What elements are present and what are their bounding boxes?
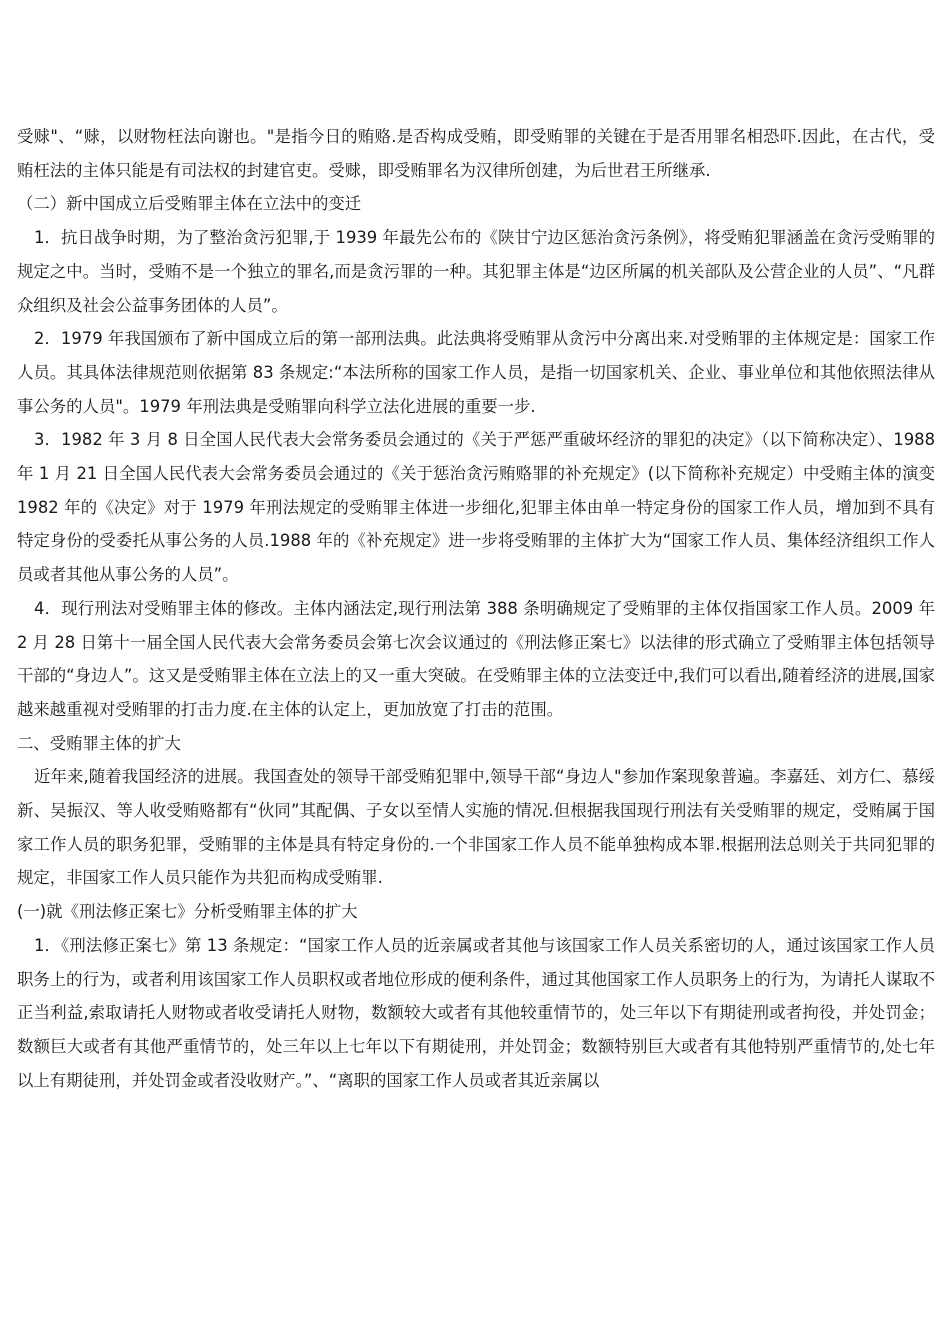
- paragraph-item-4-current-criminal-law: 4．现行刑法对受贿罪主体的修改。主体内涵法定,现行刑法第 388 条明确规定了受贿罪的主体仅指国家工作人员。2009 年 2 月 28 日第十一届全国人民代表大会常务委员会第七次会议通过的《刑法修正案七》以法律的形式确立了受贿罪主体包括领导干部的“身边人”。这又是受贿罪主体在立法上的又一重大突破。在受贿罪主体的立法变迁中,我们可以看出,随着经济的进展,国家越来越重视对受贿罪的打击力度.在主体的认定上，更加放宽了打击的范围。: [17, 598, 935, 719]
- section-heading-expansion: 二、受贿罪主体的扩大: [17, 733, 181, 753]
- paragraph-item-1-anti-japanese-war: 1．抗日战争时期，为了整治贪污犯罪,于 1939 年最先公布的《陕甘宁边区惩治贪污条例》，将受贿犯罪涵盖在贪污受贿罪的规定之中。当时，受贿不是一个独立的罪名,而是贪污罪的一种。其犯罪主体是“边区所属的机关部队及公营企业的人员”、“凡群众组织及社会公益事务团体的人员”。: [17, 228, 935, 315]
- paragraph-recent-years: 近年来,随着我国经济的进展。我国查处的领导干部受贿犯罪中,领导干部“身边人"参加作案现象普遍。李嘉廷、刘方仁、慕绥新、吴振汉、等人收受贿赂都有“伙同”其配偶、子女以至情人实施的情况.但根据我国现行刑法有关受贿罪的规定，受贿属于国家工作人员的职务犯罪，受贿罪的主体是具有特定身份的.一个非国家工作人员不能单独构成本罪.根据刑法总则关于共同犯罪的规定，非国家工作人员只能作为共犯而构成受贿罪.: [17, 767, 935, 888]
- paragraph-article-13: 1．《刑法修正案七》第 13 条规定：“国家工作人员的近亲属或者其他与该国家工作人员关系密切的人，通过该国家工作人员职务上的行为，或者利用该国家工作人员职权或者地位形成的便利条件，通过其他国家工作人员职务上的行为，为请托人谋取不正当利益,索取请托人财物或者收受请托人财物，数额较大或者有其他较重情节的，处三年以下有期徒刑或者拘役，并处罚金；数额巨大或者有其他严重情节的，处三年以上七年以下有期徒刑，并处罚金；数额特别巨大或者有其他特别严重情节的,处七年以上有期徒刑，并处罚金或者没收财产。”、“离职的国家工作人员或者其近亲属以: [17, 935, 935, 1090]
- subsection-heading-amendment-seven: (一)就《刑法修正案七》分析受贿罪主体的扩大: [17, 902, 358, 922]
- paragraph-item-2-1979-criminal-code: 2．1979 年我国颁布了新中国成立后的第一部刑法典。此法典将受贿罪从贪污中分离出来.对受贿罪的主体规定是：国家工作人员。其具体法律规范则依据第 83 条规定:“本法所称的国家工作人员，是指一切国家机关、企业、事业单位和其他依照法律从事公务的人员"。1979 年刑法典是受贿罪向科学立法化进展的重要一步.: [17, 329, 935, 416]
- paragraph-item-3-1982-1988-decisions: 3．1982 年 3 月 8 日全国人民代表大会常务委员会通过的《关于严惩严重破坏经济的罪犯的决定》（以下简称决定）、1988 年 1 月 21 日全国人民代表大会常务委员会通过的《关于惩治贪污贿赂罪的补充规定》(以下简称补充规定）中受贿主体的演变 1982 年的《决定》对于 1979 年刑法规定的受贿罪主体进一步细化,犯罪主体由单一特定身份的国家工作人员，增加到不具有特定身份的受委托从事公务的人员.1988 年的《补充规定》进一步将受贿罪的主体扩大为“国家工作人员、集体经济组织工作人员或者其他从事公务的人员”。: [17, 430, 935, 585]
- document-body: [17, 120, 935, 1097]
- paragraph-ancient-bribery: 受赇"、“赇，以财物枉法向谢也。"是指今日的贿赂.是否构成受贿，即受贿罪的关键在于是否用罪名相恐吓.因此，在古代，受贿枉法的主体只能是有司法权的封建官吏。受赇，即受贿罪名为汉律所创建，为后世君王所继承.: [17, 127, 935, 180]
- section-heading-legislative-changes: （二）新中国成立后受贿罪主体在立法中的变迁: [17, 194, 362, 214]
